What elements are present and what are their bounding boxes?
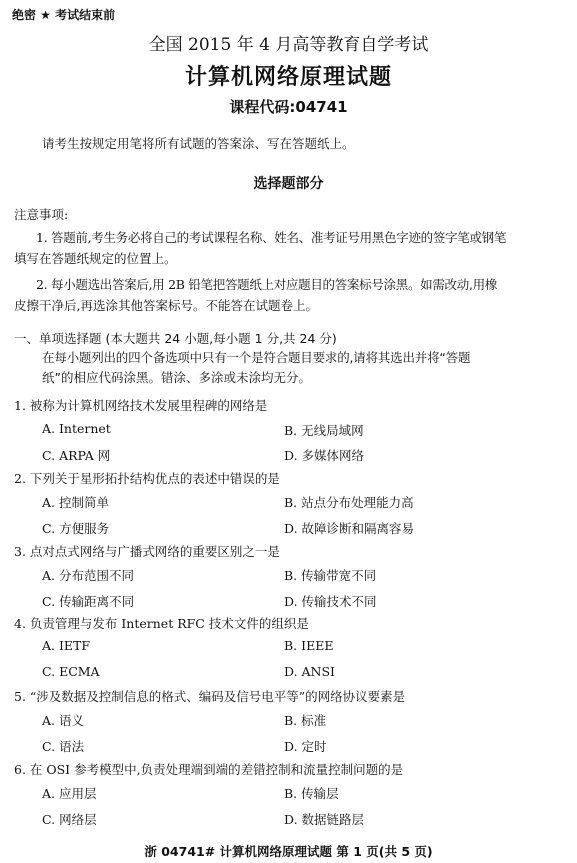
question-stem: 3. 点对点式网络与广播式网络的重要区别之一是 [14,544,280,559]
part1-desc-line-2: 纸”的相应代码涂黑。错涂、多涂或未涂均无分。 [42,370,311,385]
option-d: D. 数据链路层 [284,812,365,827]
option-d: D. 传输技术不同 [284,594,377,609]
option-a: A. 控制简单 [42,495,109,510]
option-b: B. IEEE [284,638,334,653]
section-title: 选择题部分 [253,176,324,192]
option-a: A. 分布范围不同 [42,568,134,583]
note-2-line-1: 2. 每小题选出答案后,用 2B 铅笔把答题纸上对应题目的答案标号涂黑。如需改动,用橡 [36,277,498,292]
exam-title: 全国 2015 年 4 月高等教育自学考试 [148,35,429,55]
part1-desc-line-1: 在每小题列出的四个备选项中只有一个是符合题目要求的,请将其选出并将“答题 [42,350,471,365]
option-d: D. 故障诊断和隔离容易 [284,521,415,536]
note-2-line-2: 皮擦干净后,再选涂其他答案标号。不能答在试题卷上。 [14,298,318,313]
question-stem: 5. “涉及数据及控制信息的格式、编码及信号电平等”的网络协议要素是 [14,689,406,704]
option-c: C. ECMA [42,664,100,679]
question-stem: 4. 负责管理与发布 Internet RFC 技术文件的组织是 [14,616,309,631]
question-stem: 1. 被称为计算机网络技术发展里程碑的网络是 [14,398,268,413]
option-a: A. Internet [42,421,111,436]
option-d: D. ANSI [284,664,335,679]
option-d: D. 多媒体网络 [284,448,365,463]
page-footer: 浙 04741# 计算机网络原理试题 第 1 页(共 5 页) [144,844,433,859]
notes-heading: 注意事项: [14,207,69,222]
option-c: C. 传输距离不同 [42,594,135,609]
question-stem: 2. 下列关于星形拓扑结构优点的表述中错误的是 [14,471,280,486]
option-b: B. 传输层 [284,786,339,801]
option-c: C. 语法 [42,739,85,754]
answer-instruction: 请考生按规定用笔将所有试题的答案涂、写在答题纸上。 [42,136,355,151]
course-code: 课程代码:04741 [229,98,348,116]
paper-title: 计算机网络原理试题 [184,65,392,90]
option-a: A. 应用层 [42,786,97,801]
option-b: B. 传输带宽不同 [284,568,377,583]
question-stem: 6. 在 OSI 参考模型中,负责处理端到端的差错控制和流量控制问题的是 [14,762,404,777]
option-b: B. 无线局域网 [284,423,364,438]
option-c: C. ARPA 网 [42,448,111,463]
option-c: C. 网络层 [42,812,97,827]
option-d: D. 定时 [284,739,327,754]
note-1-line-1: 1. 答题前,考生务必将自己的考试课程名称、姓名、准考证号用黑色字迹的签字笔或钢笔 [36,230,507,245]
note-1-line-2: 填写在答题纸规定的位置上。 [14,251,177,266]
option-c: C. 方便服务 [42,521,110,536]
part1-heading: 一、单项选择题 (本大题共 24 小题,每小题 1 分,共 24 分) [14,331,337,346]
option-b: B. 标准 [284,713,327,728]
option-a: A. IETF [42,638,91,653]
option-b: B. 站点分布处理能力高 [284,495,414,510]
option-a: A. 语义 [42,713,84,728]
confidential-label: 绝密 ★ 考试结束前 [12,8,116,22]
